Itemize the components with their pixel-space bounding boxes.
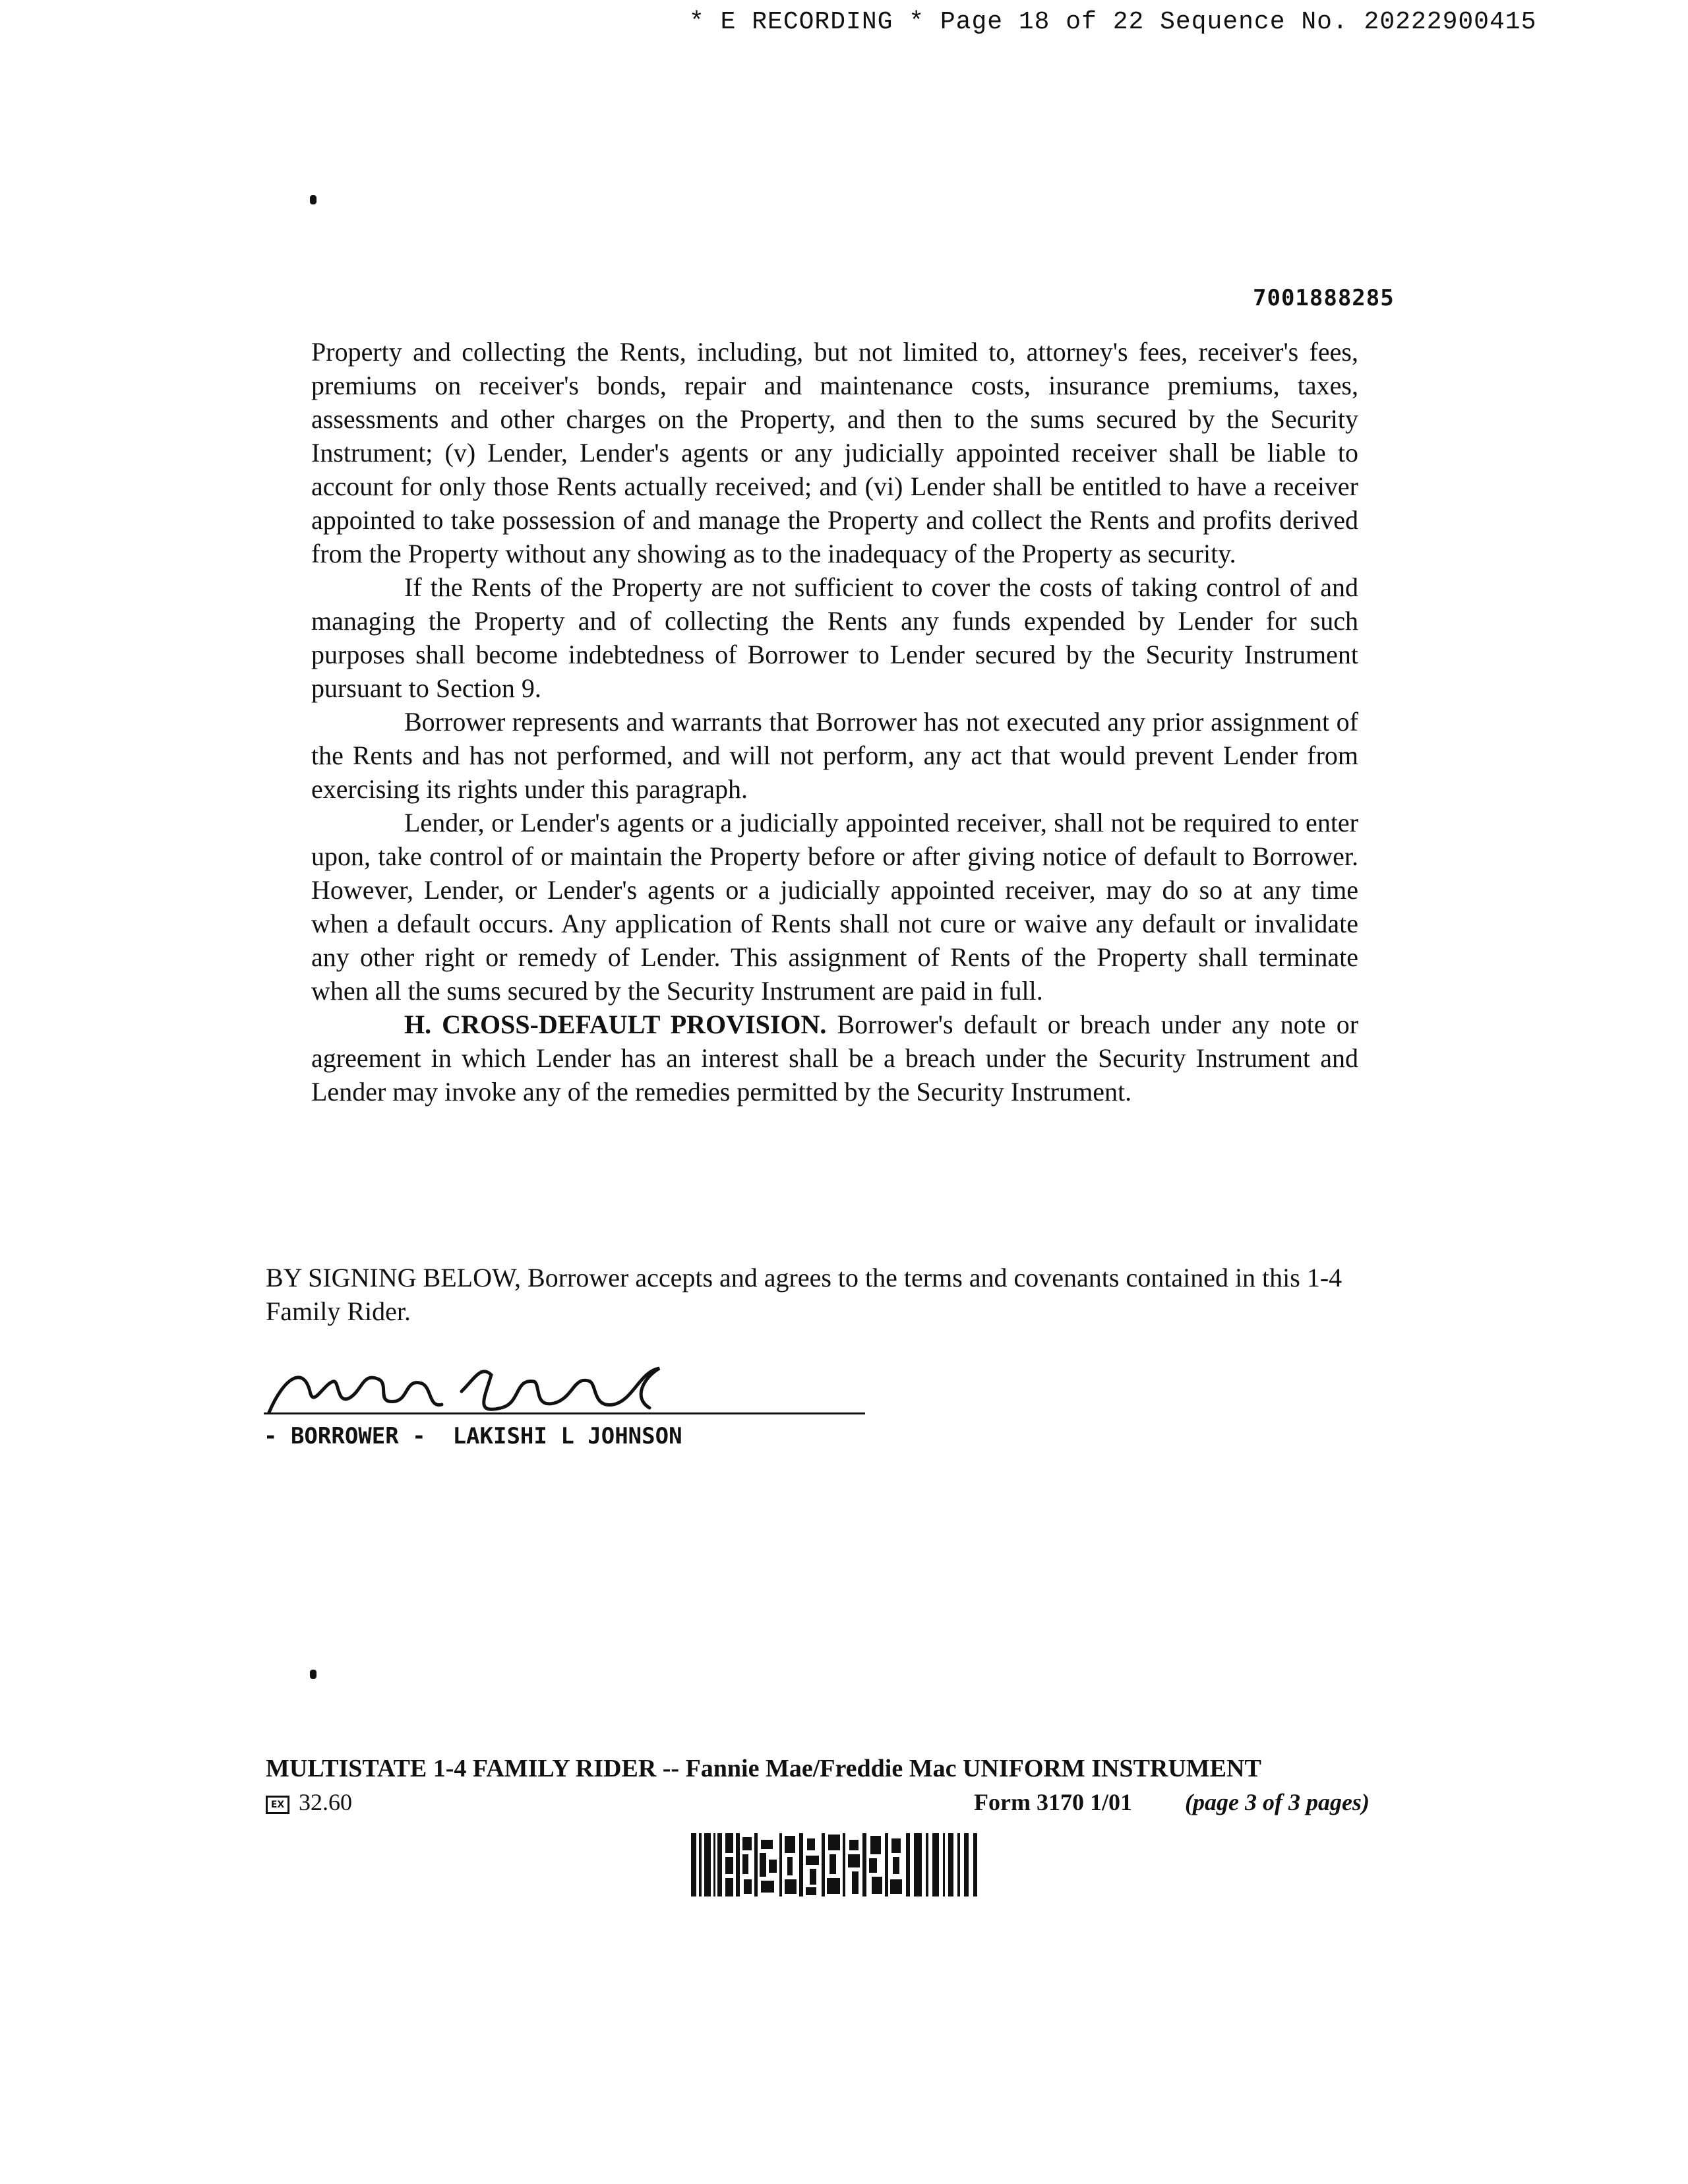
vmp-logo-icon: EX [266,1796,289,1814]
barcode-icon [691,1833,979,1896]
section-h-heading: H. CROSS-DEFAULT PROVISION. [404,1010,827,1039]
body-paragraph: Borrower represents and warrants that Borrower has not executed any prior assignment of the Rents and has not performed, and will not perform, any act that would prevent Lender from exercising its rights under this paragraph. [311,707,1358,804]
body-paragraph: Lender, or Lender's agents or a judicially appointed receiver, shall not be required to enter upon, take control of or maintain the Property before or after giving notice of default to Borrower. However, Lender, or Lender's agents or a judicially appointed receiver, may do so at any time when a default occurs. Any application of Rents shall not cure or waive any default or invalidate any other right or remedy of Lender. This assignment of Rents of the Property shall terminate when all the sums secured by the Security Instrument are paid in full. [311,808,1358,1006]
form-version-number: 32.60 [299,1789,352,1815]
rider-body [311,335,1358,1108]
form-title: MULTISTATE 1-4 FAMILY RIDER -- Fannie Mae/Freddie Mac UNIFORM INSTRUMENT [266,1755,1261,1782]
body-paragraph: If the Rents of the Property are not sufficient to cover the costs of taking control of and managing the Property and of collecting the Rents any funds expended by Lender for such purposes shall become indebtedness of Borrower to Lender secured by the Security Instrument pursuant to Section 9. [311,572,1358,703]
signature-line [264,1412,865,1414]
loan-number: 7001888285 [1253,285,1395,311]
recording-header: * E RECORDING * Page 18 of 22 Sequence No. 20222900415 [689,8,1537,36]
page-reference: (page 3 of 3 pages) [1185,1789,1370,1815]
signing-statement: BY SIGNING BELOW, Borrower accepts and agrees to the terms and covenants contained in this 1-4 Family Rider. [266,1263,1342,1326]
section-h-paragraph [311,1008,1358,1108]
borrower-name-line: - BORROWER - LAKISHI L JOHNSON [264,1423,682,1449]
punch-mark [310,195,316,204]
section-h-text: Borrower's default or breach under any note or agreement in which Lender has an interest shall be a breach under the Security Instrument and Lender may invoke any of the remedies permitted by the Security Instrument. [311,1010,1359,1107]
punch-mark [310,1670,316,1679]
form-number: Form 3170 1/01 [974,1789,1132,1815]
body-paragraph: Property and collecting the Rents, including, but not limited to, attorney's fees, receiver's fees, premiums on receiver's bonds, repair and maintenance costs, insurance premiums, taxes, assessments and other charges on the Property, and then to the sums secured by the Security Instrument; (v) Lender, Lender's agents or any judicially appointed receiver shall be liable to account for only those Rents actually received; and (vi) Lender shall be entitled to have a receiver appointed to take possession of and manage the Property and collect the Rents and profits derived from the Property without any showing as to the inadequacy of the Property as security. [311,337,1358,568]
